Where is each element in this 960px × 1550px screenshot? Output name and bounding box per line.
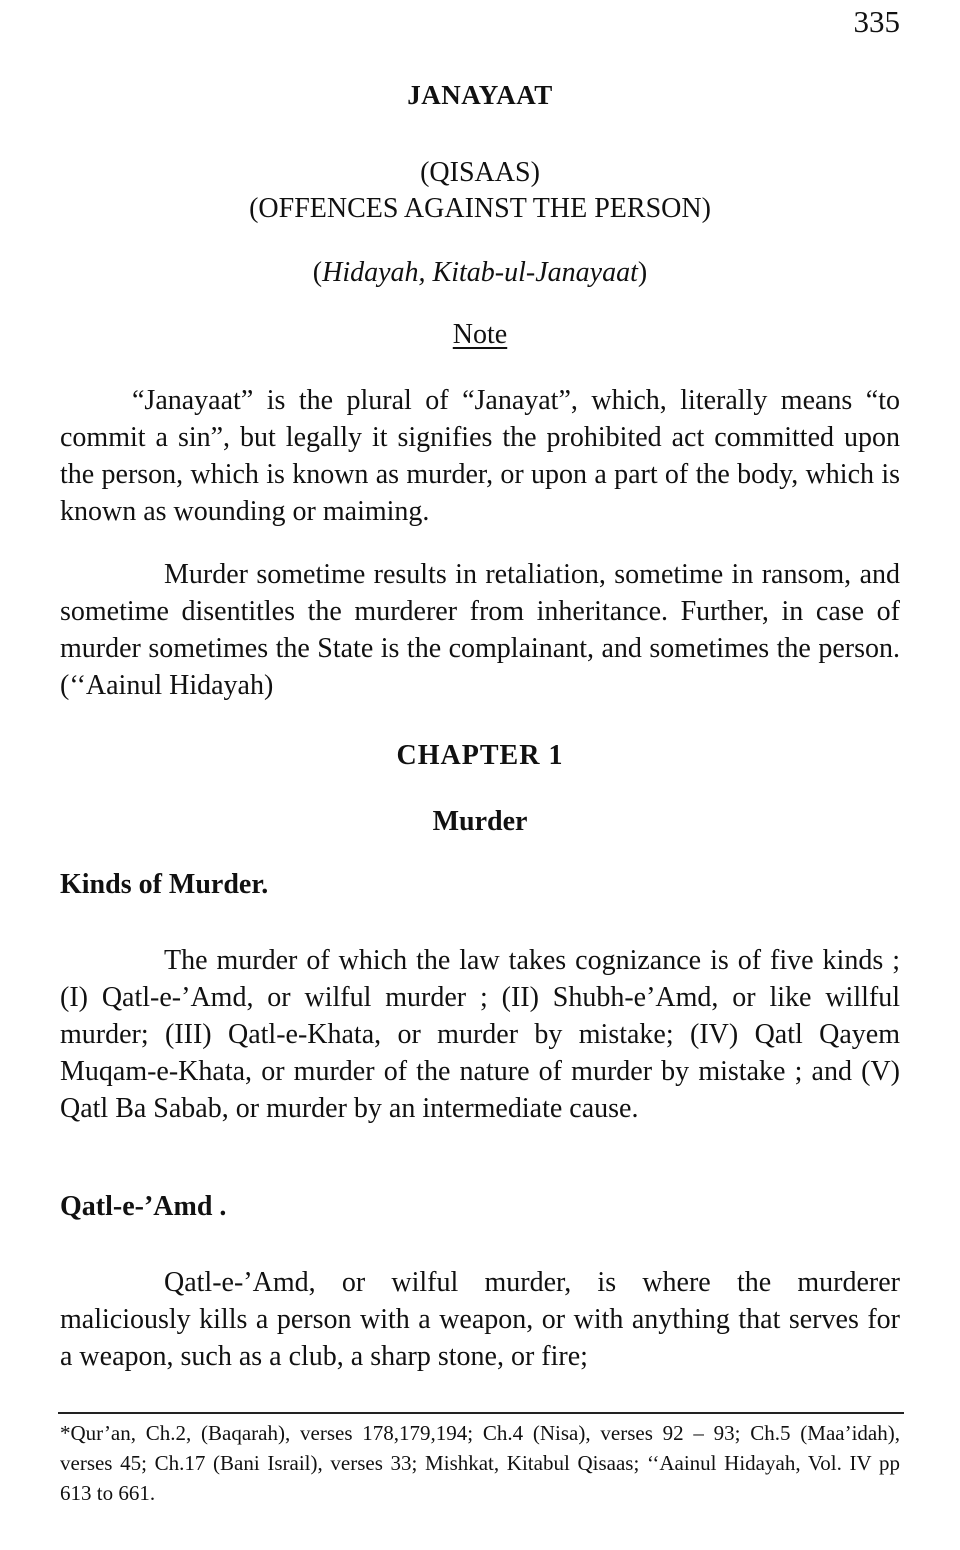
source-title: Hidayah, Kitab-ul-Janayaat <box>322 257 638 288</box>
page-title: JANAYAAT <box>407 80 553 110</box>
source-open-paren: ( <box>312 257 323 288</box>
source-citation <box>0 255 960 291</box>
intro-paragraph: “Janayaat” is the plural of “Janayat”, which, literally means “to commit a sin”, but legally it signifies the prohibited act committed upon the person, which is known as murder, or upon a part of the body, which is known as wounding or maiming. <box>60 385 900 527</box>
subtitle-qisaas: (QISAAS) <box>420 157 540 188</box>
footnote-divider <box>58 1412 904 1414</box>
section-heading-qatl-e-amd: Qatl-e-’Amd . <box>60 1191 227 1222</box>
page-number: 335 <box>853 4 900 39</box>
section-heading-kinds: Kinds of Murder. <box>60 869 269 900</box>
source-close-paren: ) <box>637 257 648 288</box>
murder-results-paragraph: Murder sometime results in retaliation, sometime in ransom, and sometime disentitles the murderer from inheritance. Further, in case of murder sometimes the State is the complainant, and sometimes the person. (‘‘Aainul Hidayah) <box>60 559 900 701</box>
qatl-e-amd-paragraph: Qatl-e-’Amd, or wilful murder, is where the murderer maliciously kills a person with a weapon, or with anything that serves for a weapon, such as a club, a sharp stone, or fire; <box>60 1267 900 1372</box>
chapter-subheading: Murder <box>432 806 528 837</box>
subtitle-offences: (OFFENCES AGAINST THE PERSON) <box>249 193 711 224</box>
footnote: *Qur’an, Ch.2, (Baqarah), verses 178,179,194; Ch.4 (Nisa), verses 92 – 93; Ch.5 (Maa’idah), verses 45; Ch.17 (Bani Israil), verses 33; Mishkat, Kitabul Qisaas; ‘‘Aainul Hidayah, Vol. IV pp 613 to 661. <box>60 1421 900 1505</box>
chapter-heading: CHAPTER 1 <box>396 740 564 771</box>
note-heading: Note <box>452 319 508 350</box>
kinds-paragraph: The murder of which the law takes cognizance is of five kinds ; (I) Qatl-e-’Amd, or wilful murder ; (II) Shubh-e’Amd, or like willful murder; (III) Qatl-e-Khata, or murder by mistake; (IV) Qatl Qayem Muqam-e-Khata, or murder of the nature of murder by mistake ; and (V) Qatl Ba Sabab, or murder by an intermediate cause. <box>60 945 900 1124</box>
